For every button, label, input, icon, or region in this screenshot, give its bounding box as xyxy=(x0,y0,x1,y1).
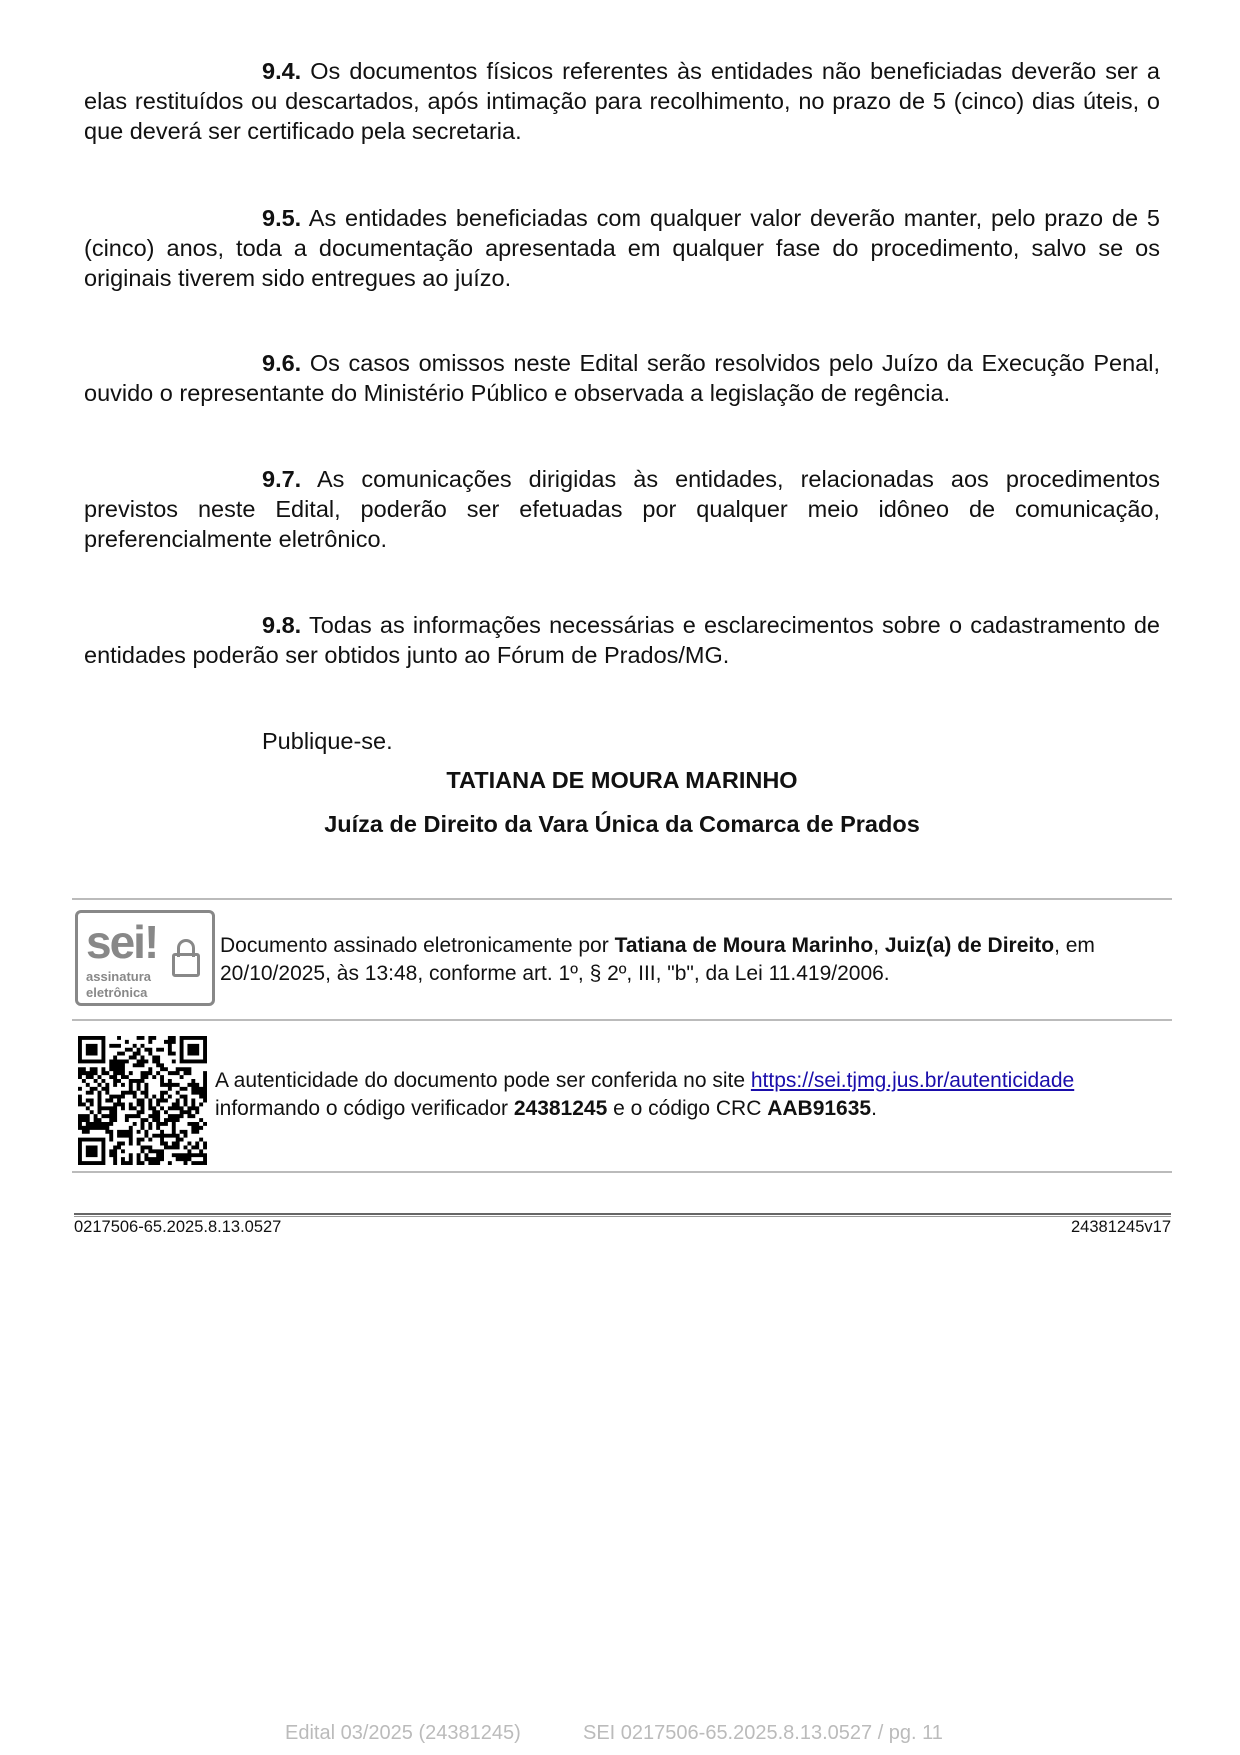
signature-text xyxy=(220,932,1170,988)
logo-sub: assinatura xyxy=(86,969,152,984)
divider xyxy=(72,1019,1172,1021)
clause-text: As comunicações dirigidas às entidades, relacionadas aos procedimentos previstos neste Edital, poderão ser efetuadas por qualquer meio idôneo de comunicação, preferencialmente eletrônico. xyxy=(84,466,1160,552)
divider xyxy=(72,1171,1172,1173)
clause-number: 9.5. xyxy=(262,205,302,231)
logo-text: sei! xyxy=(86,916,158,968)
paragraph-9-6 xyxy=(84,348,1160,408)
page-footer-right: SEI 0217506-65.2025.8.13.0527 / pg. 11 xyxy=(583,1722,943,1744)
text: . xyxy=(871,1097,877,1120)
clause-number: 9.4. xyxy=(262,58,302,84)
clause-number: 9.8. xyxy=(262,612,302,638)
document-version: 24381245v17 xyxy=(1070,1218,1171,1236)
paragraph-9-4 xyxy=(84,56,1160,146)
clause-text: Os documentos físicos referentes às entidades não beneficiadas deverão ser a elas restituídos ou descartados, após intimação para recolhimento, no prazo de 5 (cinco) dias úteis, o que deverá ser certificado pela secretaria. xyxy=(84,58,1160,144)
clause-text: Todas as informações necessárias e esclarecimentos sobre o cadastramento de entidades poderão ser obtidos junto ao Fórum de Prados/MG. xyxy=(84,612,1160,668)
text: Documento assinado eletronicamente por xyxy=(220,934,615,957)
paragraph-9-8 xyxy=(84,610,1160,670)
double-rule xyxy=(74,1213,1171,1217)
text: e o código CRC xyxy=(607,1097,768,1120)
paragraph-9-5 xyxy=(84,203,1160,293)
role: Juiz(a) de Direito xyxy=(884,934,1055,957)
text: , xyxy=(873,934,885,957)
authenticity-text xyxy=(215,1067,1175,1123)
verifier-code: 24381245 xyxy=(513,1097,608,1120)
paragraph-9-7 xyxy=(84,464,1160,554)
clause-number: 9.6. xyxy=(262,350,302,376)
lock-shackle xyxy=(177,939,195,957)
logo-sub: eletrônica xyxy=(86,985,148,1000)
sei-signature-logo xyxy=(75,910,215,1006)
signer-name: TATIANA DE MOURA MARINHO xyxy=(446,767,798,793)
signer: Tatiana de Moura Marinho xyxy=(614,934,874,957)
text: informando o código verificador xyxy=(215,1097,514,1120)
clause-number: 9.7. xyxy=(262,466,302,492)
text: , em 20/10/2025, às 13:48, conforme art. 1º, § 2º, III, "b", da Lei 11.419/2006. xyxy=(220,934,1095,985)
divider xyxy=(72,898,1172,900)
clause-text: As entidades beneficiadas com qualquer valor deverão manter, pelo prazo de 5 (cinco) anos, toda a documentação apresentada em qualquer fase do procedimento, salvo se os originais tiverem sido entregues ao juízo. xyxy=(84,205,1160,291)
signer-title: Juíza de Direito da Vara Única da Comarca de Prados xyxy=(324,811,920,837)
process-number: 0217506-65.2025.8.13.0527 xyxy=(74,1218,282,1236)
page-footer-left: Edital 03/2025 (24381245) xyxy=(285,1722,521,1744)
qr-code xyxy=(78,1036,207,1165)
qr-modules xyxy=(78,1036,207,1165)
crc-code: AAB91635 xyxy=(767,1097,872,1120)
text: A autenticidade do documento pode ser conferida no site xyxy=(215,1069,751,1092)
authenticity-link[interactable]: https://sei.tjmg.jus.br/autenticidade xyxy=(750,1069,1075,1092)
clause-text: Os casos omissos neste Edital serão resolvidos pelo Juízo da Execução Penal, ouvido o representante do Ministério Público e observada a legislação de regência. xyxy=(84,350,1160,406)
closing: Publique-se. xyxy=(262,728,393,754)
